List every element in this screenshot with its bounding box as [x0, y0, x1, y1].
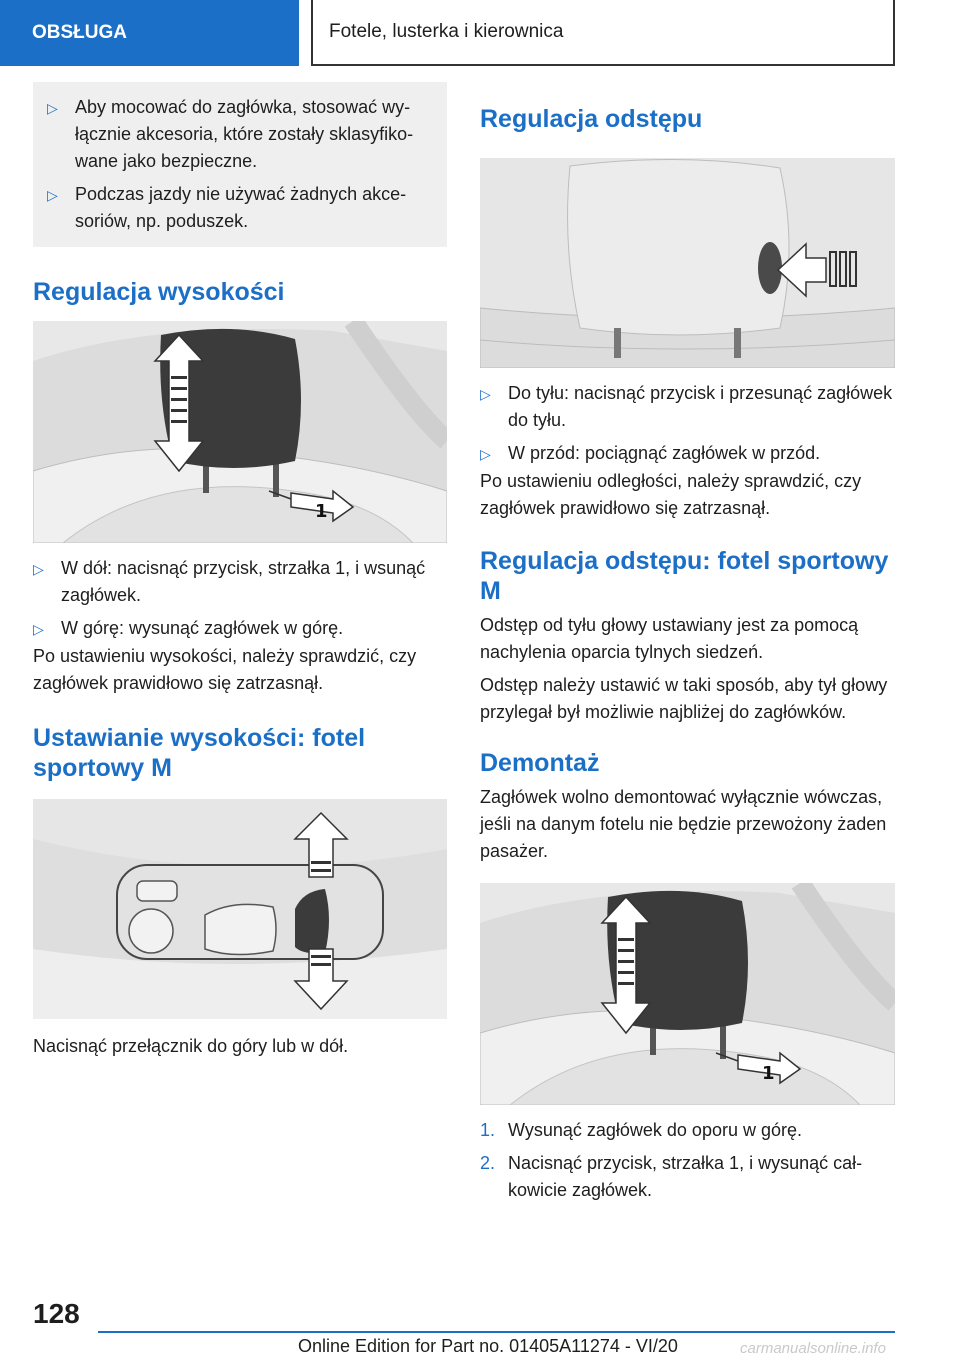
left-column — [33, 82, 447, 1066]
note-text: Aby mocować do zagłówka, stosować wyłącznie akcesoria, które zostały sklasyfikowane jako bezpieczne. — [75, 97, 414, 171]
figure-label: 1 — [315, 501, 328, 522]
step-item — [480, 1117, 894, 1144]
triangle-bullet-icon: ▷ — [47, 187, 58, 203]
section-title: OBSŁUGA — [32, 22, 127, 43]
headrest-height-figure — [33, 321, 447, 543]
note-text: Podczas jazdy nie używać żadnych akcesoriów, np. poduszek. — [75, 184, 407, 231]
step-number: 2. — [480, 1153, 496, 1173]
sport-switch-illustration — [33, 799, 447, 1019]
page-number: 128 — [33, 1298, 80, 1329]
triangle-bullet-icon: ▷ — [480, 446, 491, 462]
list-item — [33, 555, 447, 609]
distance-sport-heading: Regulacja odstępu: fotel sportowy M — [480, 547, 889, 605]
list-item — [33, 615, 447, 643]
height-heading: Regulacja wysokości — [33, 278, 285, 306]
list-item-text: W przód: pociągnąć zagłówek w przód. — [508, 443, 821, 463]
list-item-text: W górę: wysunąć zagłówek w górę. — [61, 618, 344, 638]
step-text: Wysunąć zagłówek do oporu w górę. — [508, 1120, 802, 1140]
headrest-distance-illustration — [480, 158, 895, 368]
headrest-distance-figure — [480, 158, 895, 368]
footer-edition: Online Edition for Part no. 01405A11274 - VI/20 — [298, 1336, 678, 1356]
step-text: Nacisnąć przycisk, strzałka 1, i wysunąć całkowicie zagłówek. — [508, 1153, 863, 1200]
removal-heading: Demontaż — [480, 749, 600, 777]
distance-paragraph: Po ustawieniu odległości, należy sprawdzić, czy zagłówek prawidłowo się zatrzasnął. — [480, 471, 862, 518]
distance-sport-paragraph: Odstęp należy ustawić w taki sposób, aby tył głowy przylegał był możliwie najbliżej do zagłówków. — [480, 675, 888, 722]
list-item — [480, 440, 894, 468]
headrest-removal-figure — [480, 883, 895, 1105]
step-number: 1. — [480, 1120, 496, 1140]
sport-switch-figure — [33, 799, 447, 1019]
triangle-bullet-icon: ▷ — [33, 561, 44, 577]
footer-watermark: carmanualsonline.info — [740, 1340, 886, 1357]
footer-divider — [98, 1331, 895, 1333]
note-item — [47, 94, 433, 175]
distance-sport-paragraph: Odstęp od tyłu głowy ustawiany jest za pomocą nachylenia oparcia tylnych siedzeń. — [480, 615, 859, 662]
height-paragraph: Po ustawieniu wysokości, należy sprawdzić, czy zagłówek prawidłowo się zatrzasnął. — [33, 646, 417, 693]
headrest-height-illustration — [33, 321, 447, 543]
note-item — [47, 181, 433, 235]
triangle-bullet-icon: ▷ — [480, 386, 491, 402]
section-tab — [0, 0, 299, 66]
right-column — [480, 82, 894, 1204]
step-item — [480, 1150, 894, 1204]
chapter-title: Fotele, lusterka i kierownica — [329, 21, 564, 42]
headrest-removal-illustration — [480, 883, 895, 1105]
figure-label: 1 — [762, 1063, 775, 1084]
list-item-text: Do tyłu: nacisnąć przycisk i przesunąć zagłówek do tyłu. — [508, 383, 893, 430]
sport-height-heading: Ustawianie wysokości: fotel sportowy M — [33, 724, 366, 782]
list-item-text: W dół: nacisnąć przycisk, strzałka 1, i wsunąć zagłówek. — [61, 558, 426, 605]
triangle-bullet-icon: ▷ — [47, 100, 58, 116]
safety-note-box — [33, 82, 447, 247]
chapter-header — [311, 0, 895, 66]
sport-height-paragraph: Nacisnąć przełącznik do góry lub w dół. — [33, 1036, 349, 1056]
list-item — [480, 380, 894, 434]
removal-paragraph: Zagłówek wolno demontować wyłącznie wówczas, jeśli na danym fotelu nie będzie przewożony żaden pasażer. — [480, 787, 887, 861]
distance-heading: Regulacja odstępu — [480, 105, 703, 133]
triangle-bullet-icon: ▷ — [33, 621, 44, 637]
